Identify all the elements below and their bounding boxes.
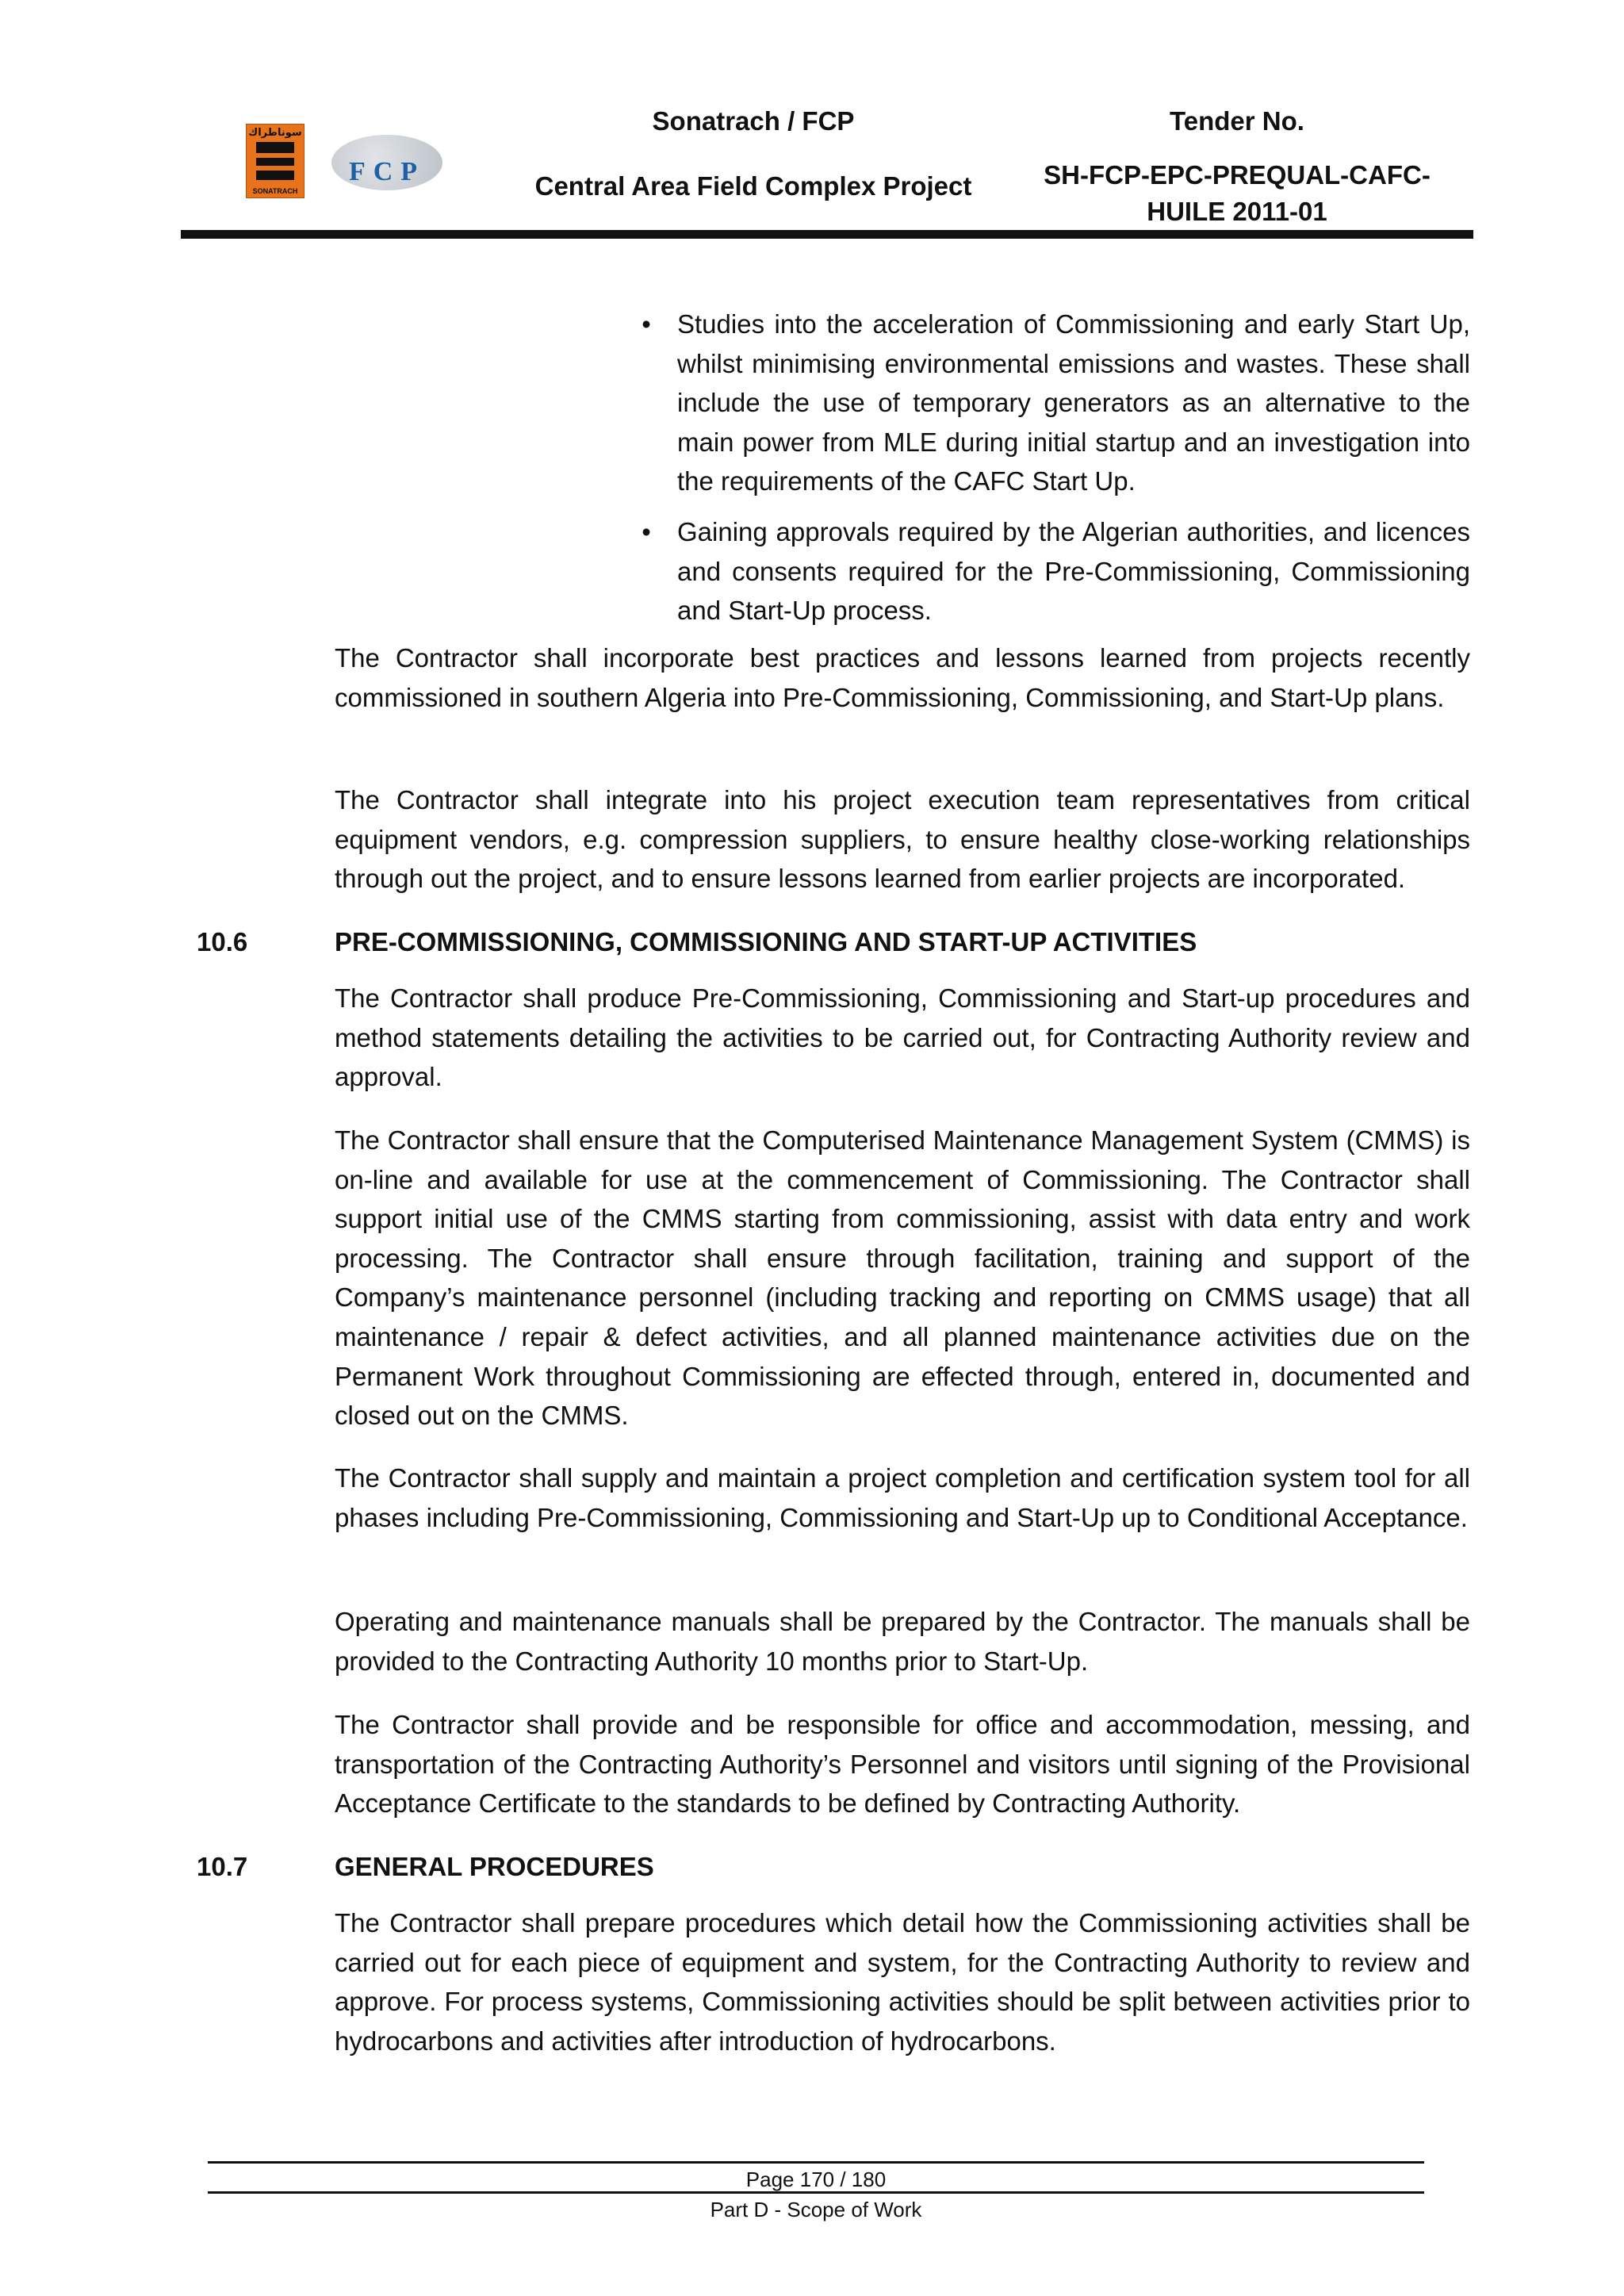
- paragraph: The Contractor shall supply and maintain a project completion and certification system tool for all phases including Pre-Commissioning, Commissioning and Start-Up up to Conditional Acceptance.: [335, 1463, 1470, 1532]
- section-number: 10.7: [197, 1852, 248, 1881]
- header-project-name: Central Area Field Complex Project: [534, 171, 972, 201]
- header-tender-number: [1023, 157, 1451, 230]
- tender-number-line-2: HUILE 2011-01: [1147, 197, 1327, 226]
- paragraph: The Contractor shall incorporate best practices and lessons learned from projects recently commissioned in southern Algeria into Pre-Commissioning, Commissioning, and Start-Up plans.: [335, 643, 1470, 712]
- paragraph: The Contractor shall provide and be responsible for office and accommodation, messing, and transportation of the Contracting Authority’s Personnel and visitors until signing of the Provisional Acceptance Certificate to the standards to be defined by Contracting Authority.: [335, 1710, 1470, 1819]
- bullet-icon: •: [642, 309, 651, 339]
- footer-page-number: Page 170 / 180: [745, 2168, 887, 2191]
- sonatrach-logo-arabic: سوناطراك: [248, 126, 302, 138]
- header-tender-label: Tender No.: [1170, 106, 1304, 136]
- footer-divider-bottom: [208, 2191, 1424, 2194]
- paragraph: The Contractor shall produce Pre-Commissioning, Commissioning and Start-up procedures and method statements detailing the activities to be carried out, for Contracting Authority review and approval.: [335, 983, 1470, 1092]
- footer-divider-top: [208, 2161, 1424, 2164]
- header-divider: [181, 230, 1473, 239]
- paragraph: The Contractor shall integrate into his project execution team representatives from critical equipment vendors, e.g. compression suppliers, to ensure healthy close-working relationships through out the project, and to ensure lessons learned from earlier projects are incorporated.: [335, 785, 1470, 894]
- bullet-icon: •: [642, 517, 651, 546]
- section-number: 10.6: [197, 927, 248, 956]
- sonatrach-logo: [246, 124, 304, 198]
- sonatrach-mark-icon: [256, 142, 294, 180]
- paragraph: Operating and maintenance manuals shall be prepared by the Contractor. The manuals shall be provided to the Contracting Authority 10 months prior to Start-Up.: [335, 1607, 1470, 1676]
- paragraph: The Contractor shall prepare procedures which detail how the Commissioning activities shall be carried out for each piece of equipment and system, for the Contracting Authority to review and approve. For process systems, Commissioning activities should be split between activities prior to hydrocarbons and activities after introduction of hydrocarbons.: [335, 1908, 1470, 2056]
- footer-document-part: Part D - Scope of Work: [710, 2198, 922, 2221]
- section-heading: GENERAL PROCEDURES: [335, 1852, 654, 1881]
- fcp-logo: [324, 127, 450, 198]
- bullet-item: Gaining approvals required by the Algerian authorities, and licences and consents required for the Pre-Commissioning, Commissioning and Start-Up process.: [677, 517, 1470, 626]
- sonatrach-logo-name: SONATRACH: [252, 187, 298, 195]
- header-organization: Sonatrach / FCP: [652, 106, 855, 136]
- tender-number-line-1: SH-FCP-EPC-PREQUAL-CAFC-: [1044, 160, 1431, 190]
- fcp-logo-letters: FCP: [348, 157, 426, 186]
- section-heading: PRE-COMMISSIONING, COMMISSIONING AND START-UP ACTIVITIES: [335, 927, 1197, 956]
- paragraph: The Contractor shall ensure that the Computerised Maintenance Management System (CMMS) is on-line and available for use at the commencement of Commissioning. The Contractor shall support initial use of the CMMS starting from commissioning, assist with data entry and work processing. The Contractor shall ensure through facilitation, training and support of the Company’s maintenance personnel (including tracking and reporting on CMMS usage) that all maintenance / repair & defect activities, and all planned maintenance activities due on the Permanent Work throughout Commissioning are effected through, entered in, documented and closed out on the CMMS.: [335, 1125, 1470, 1431]
- bullet-item: Studies into the acceleration of Commissioning and early Start Up, whilst minimising environmental emissions and wastes. These shall include the use of temporary generators as an alternative to the main power from MLE during initial startup and an investigation into the requirements of the CAFC Start Up.: [677, 309, 1470, 496]
